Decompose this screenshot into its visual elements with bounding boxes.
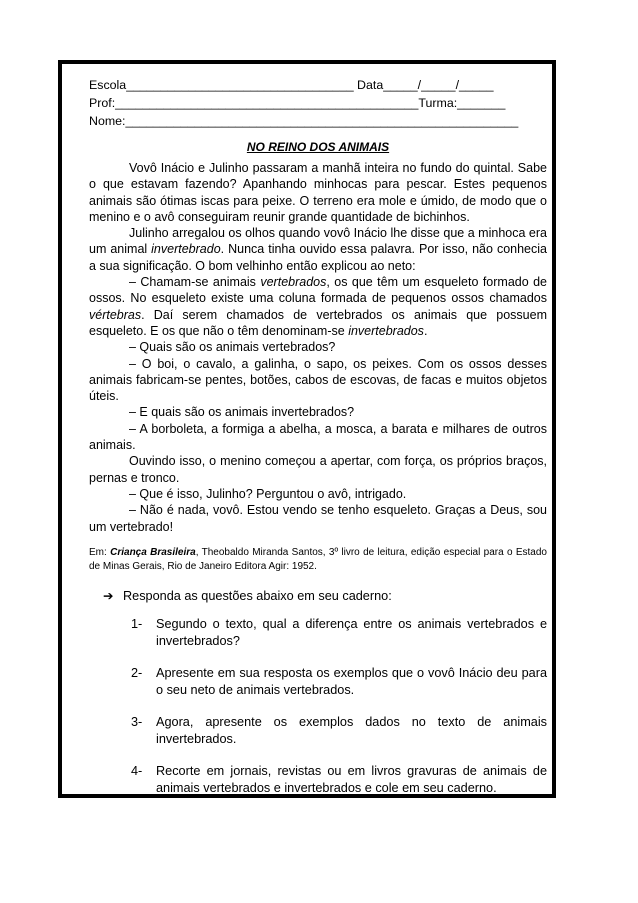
citation-work-title: Criança Brasileira <box>110 546 196 558</box>
story-paragraph: – Quais são os animais vertebrados? <box>129 340 336 355</box>
text-run: . Nunca tinha ouvido essa palavra. Por isso, não conhecia a sua significação. O bom velhinho então explicou ao neto: <box>89 242 547 273</box>
emphasis-term: vertebrados <box>260 275 327 290</box>
question-list <box>89 616 547 797</box>
arrow-right-icon: ➔ <box>103 588 114 603</box>
task-text: Responda as questões abaixo em seu caderno: <box>123 588 392 603</box>
question-item <box>89 616 547 650</box>
worksheet-content <box>89 76 547 812</box>
question-text: Apresente em sua resposta os exemplos que o vovô Inácio deu para o seu neto de animais vertebrados. <box>156 665 547 697</box>
story-paragraph: – E quais são os animais invertebrados? <box>129 405 355 420</box>
story-paragraph: Ouvindo isso, o menino começou a apertar, com força, os próprios braços, pernas e tronco. <box>89 454 547 485</box>
text-run: , os que têm um esqueleto formado de ossos. No esqueleto existe uma coluna formada de pequenos ossos chamados <box>89 275 548 306</box>
emphasis-term: invertebrado <box>151 242 221 257</box>
citation-prefix: Em: <box>89 546 111 558</box>
text-run: – Chamam-se animais <box>129 275 261 290</box>
story-paragraph <box>89 225 547 274</box>
text-run: . <box>423 323 428 338</box>
question-number: 2- <box>131 665 143 680</box>
header-school-date: Escola_________________________________ Data_____/_____/_____ <box>89 78 494 92</box>
story-paragraph: – O boi, o cavalo, a galinha, o sapo, os peixes. Com os ossos desses animais fabricam-se pentes, botões, cabos de escovas, de facas e muitos objetos úteis. <box>89 356 547 404</box>
worksheet-frame <box>58 60 556 798</box>
story-paragraph: Vovô Inácio e Julinho passaram a manhã inteira no fundo do quintal. Sabe o que estavam fazendo? Apanhando minhocas para pescar. Estes pequenos animais são ótimas iscas para peixe. O terreno era mole e úmido, de modo que o menino e o avô conseguiram reunir grande quantidade de bichinhos. <box>89 161 547 224</box>
question-item <box>89 763 547 797</box>
emphasis-term: invertebrados <box>348 323 424 338</box>
header-name: Nome:_________________________________________________________ <box>89 114 519 128</box>
question-number: 3- <box>131 714 143 729</box>
question-item <box>89 665 547 699</box>
source-citation <box>89 546 547 574</box>
question-number: 1- <box>131 616 143 631</box>
story-text <box>89 160 547 535</box>
text-run: Julinho arregalou os olhos quando vovô Inácio lhe disse que a minhoca era um animal <box>89 226 547 257</box>
story-paragraph: – Não é nada, vovô. Estou vendo se tenho esqueleto. Graças a Deus, sou um vertebrado! <box>89 503 547 534</box>
story-title: NO REINO DOS ANIMAIS <box>246 140 390 154</box>
question-item <box>89 714 547 748</box>
question-text: Segundo o texto, qual a diferença entre os animais vertebrados e invertebrados? <box>156 616 547 648</box>
citation-details: , Theobaldo Miranda Santos, 3º livro de leitura, edição especial para o Estado de Minas Gerais, Rio de Janeiro Editora Agir: 1952. <box>89 546 547 572</box>
question-text: Agora, apresente os exemplos dados no texto de animais invertebrados. <box>156 714 547 746</box>
text-run: . Daí serem chamados de vertebrados os animais que possuem esqueleto. E os que não o têm denominam-se <box>89 307 547 338</box>
story-paragraph: – A borboleta, a formiga a abelha, a mosca, a barata e milhares de outros animais. <box>89 421 547 453</box>
emphasis-term: vértebras <box>89 307 142 322</box>
question-number: 4- <box>131 763 143 778</box>
question-text: Recorte em jornais, revistas ou em livros gravuras de animais de animais vertebrados e invertebrados e cole em seu caderno. <box>156 763 547 795</box>
story-paragraph <box>89 274 547 339</box>
task-instruction <box>103 588 547 605</box>
header-teacher-class: Prof:____________________________________________Turma:_______ <box>89 96 506 110</box>
story-paragraph: – Que é isso, Julinho? Perguntou o avô, intrigado. <box>129 486 407 501</box>
